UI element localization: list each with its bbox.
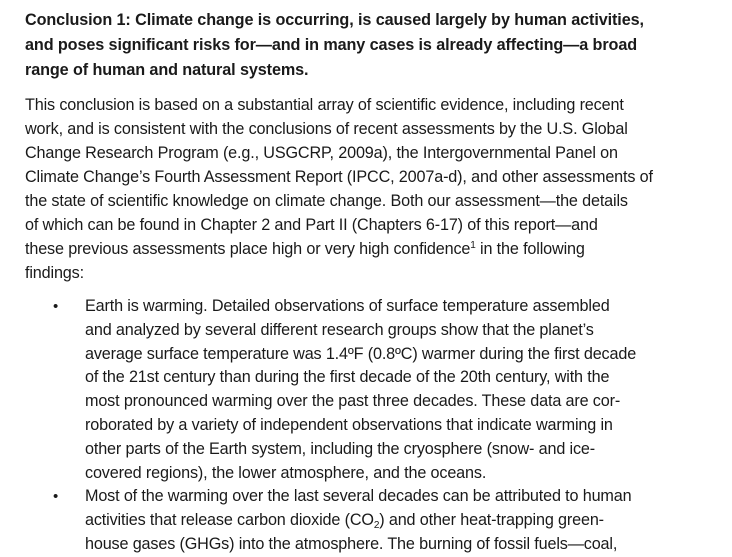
bullet-line: other parts of the Earth system, including the cryosphere (snow- and ice- <box>85 439 595 458</box>
bullet-text <box>85 295 725 485</box>
paragraph-line: This conclusion is based on a substantial array of scientific evidence, including recent <box>25 96 624 114</box>
bullet-segment: ) and other heat-trapping green- <box>379 511 604 530</box>
bullet-line: most pronounced warming over the past three decades. These data are cor- <box>85 392 621 411</box>
subscript: 2 <box>373 520 380 532</box>
body-paragraph <box>25 93 725 285</box>
paragraph-text: these previous assessments place high or very high confidence <box>25 240 471 258</box>
conclusion-heading <box>25 8 725 83</box>
heading-line: Conclusion 1: Climate change is occurring, is caused largely by human activities, <box>25 11 644 29</box>
paragraph-line: findings: <box>25 264 84 282</box>
bullet-line: Most of the warming over the last several decades can be attributed to human <box>85 487 632 506</box>
list-item <box>25 485 725 556</box>
bullet-text <box>85 485 725 556</box>
paragraph-line: of which can be found in Chapter 2 and Part II (Chapters 6-17) of this report—and <box>25 216 598 234</box>
list-item <box>25 295 725 485</box>
bullet-line: roborated by a variety of independent observations that indicate warming in <box>85 415 613 434</box>
findings-list <box>25 295 725 557</box>
paragraph-line: work, and is consistent with the conclusions of recent assessments by the U.S. Global <box>25 120 628 138</box>
bullet-icon: • <box>53 298 59 315</box>
document-page <box>25 8 725 557</box>
heading-line: and poses significant risks for—and in many cases is already affecting—a broad <box>25 36 638 54</box>
bullet-segment: activities that release carbon dioxide (CO <box>85 511 374 530</box>
bullet-line: average surface temperature was 1.4ºF (0.8ºC) warmer during the first decade <box>85 344 637 363</box>
bullet-line: house gases (GHGs) into the atmosphere. The burning of fossil fuels—coal, <box>85 534 618 553</box>
bullet-line: of the 21st century than during the first decade of the 20th century, with the <box>85 368 610 387</box>
bullet-line: Earth is warming. Detailed observations of surface temperature assembled <box>85 297 610 315</box>
paragraph-line: Change Research Program (e.g., USGCRP, 2009a), the Intergovernmental Panel on <box>25 144 618 162</box>
bullet-line: covered regions), the lower atmosphere, and the oceans. <box>85 463 487 482</box>
bullet-line: and analyzed by several different research groups show that the planet’s <box>85 320 594 339</box>
footnote-reference[interactable]: 1 <box>470 240 476 251</box>
bullet-icon: • <box>53 488 59 506</box>
paragraph-text: in the following <box>475 240 585 258</box>
paragraph-line <box>25 237 725 261</box>
paragraph-line: the state of scientific knowledge on climate change. Both our assessment—the details <box>25 192 628 210</box>
heading-line: range of human and natural systems. <box>25 61 309 79</box>
paragraph-line: Climate Change’s Fourth Assessment Report (IPCC, 2007a-d), and other assessments of <box>25 168 653 186</box>
bullet-line <box>85 509 725 533</box>
